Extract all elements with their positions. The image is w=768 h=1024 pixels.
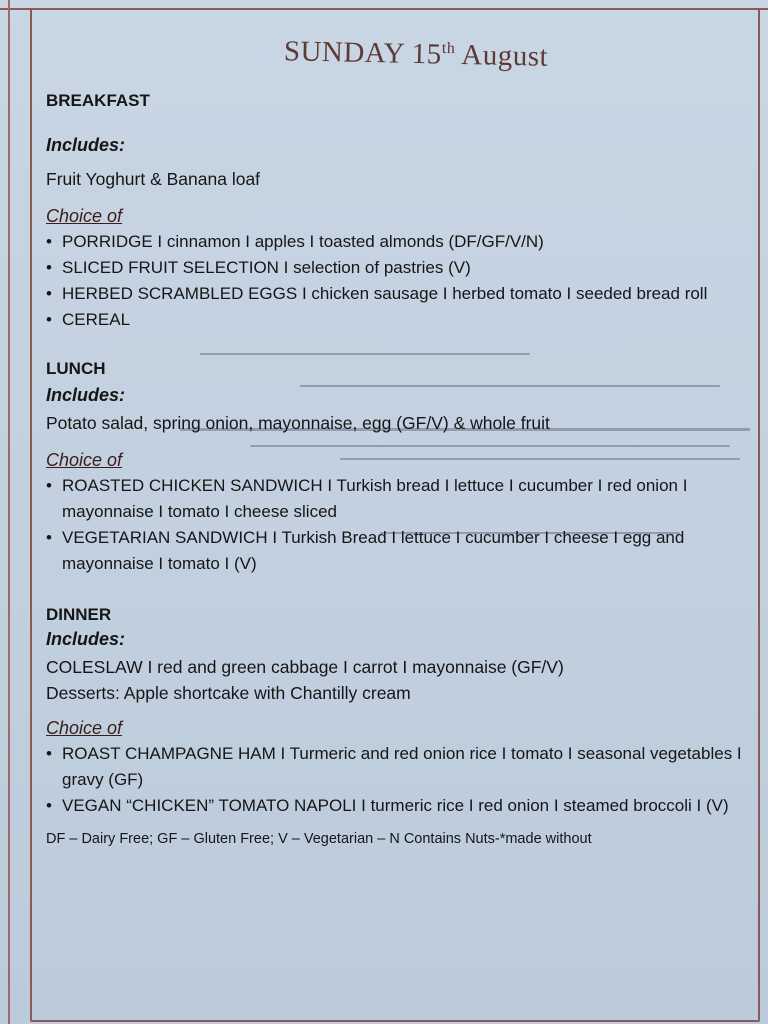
choice-label: Choice of — [46, 206, 123, 226]
menu-content — [46, 35, 746, 847]
breakfast-section — [46, 91, 746, 333]
includes-label: Includes: — [46, 135, 126, 155]
dinner-items — [46, 741, 746, 819]
includes-text: Potato salad, spring onion, mayonnaise, egg (GF/V) & whole fruit — [46, 413, 550, 433]
dinner-section — [46, 605, 746, 819]
includes-label: Includes: — [46, 385, 126, 405]
menu-item: • VEGAN “CHICKEN” TOMATO NAPOLI I turmeric rice I red onion I steamed broccoli I (V) — [46, 793, 746, 819]
includes-label: Includes: — [46, 629, 126, 649]
menu-item: • ROASTED CHICKEN SANDWICH I Turkish bread I lettuce I cucumber I red onion I mayonnaise I tomato I cheese sliced — [46, 473, 746, 525]
lunch-section — [46, 359, 746, 577]
menu-item: • HERBED SCRAMBLED EGGS I chicken sausage I herbed tomato I seeded bread roll — [46, 281, 746, 307]
includes-text: Fruit Yoghurt & Banana loaf — [46, 169, 261, 189]
includes-text: Desserts: Apple shortcake with Chantilly cream — [46, 683, 411, 703]
section-heading: LUNCH — [46, 359, 106, 378]
menu-item: • CEREAL — [46, 307, 746, 333]
section-heading: DINNER — [46, 605, 112, 624]
menu-item: • PORRIDGE I cinnamon I apples I toasted almonds (DF/GF/V/N) — [46, 229, 746, 255]
left-border — [8, 0, 10, 1024]
dietary-legend: DF – Dairy Free; GF – Gluten Free; V – Vegetarian – N Contains Nuts-*made without — [46, 831, 592, 847]
menu-item: • SLICED FRUIT SELECTION I selection of pastries (V) — [46, 255, 746, 281]
section-heading: BREAKFAST — [46, 91, 150, 110]
lunch-items — [46, 473, 746, 577]
includes-text: COLESLAW I red and green cabbage I carrot I mayonnaise (GF/V) — [46, 657, 564, 677]
choice-label: Choice of — [46, 450, 123, 470]
choice-label: Choice of — [46, 718, 123, 738]
breakfast-items — [46, 229, 746, 333]
page-title: SUNDAY 15th August — [283, 35, 549, 73]
menu-item: • ROAST CHAMPAGNE HAM I Turmeric and red onion rice I tomato I seasonal vegetables I gravy (GF) — [46, 741, 746, 793]
menu-item: • VEGETARIAN SANDWICH I Turkish Bread I lettuce I cucumber I cheese I egg and mayonnaise I tomato I (V) — [46, 525, 746, 577]
